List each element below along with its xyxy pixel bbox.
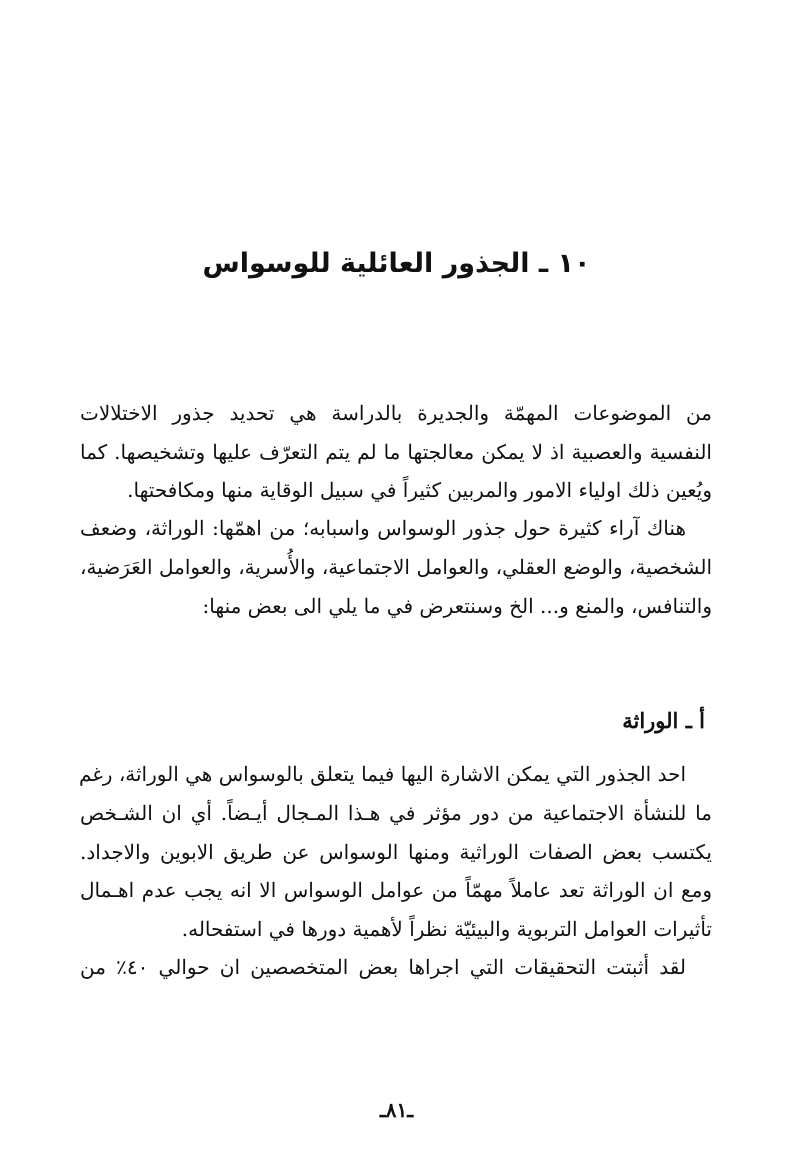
- heredity-line-2: ما للنشأة الاجتماعية من دور مؤثر في هـذا المـجال أيـضاً. أي ان الشـخص: [80, 801, 712, 825]
- intro-line-1: من الموضوعات المهمّة والجديرة بالدراسة هي تحديد جذور الاختلالات: [80, 401, 712, 425]
- page-number: ـ٨١ـ: [379, 1098, 414, 1122]
- intro-line-3: ويُعين ذلك اولياء الامور والمربين كثيراً في سبيل الوقاية منها ومكافحتها.: [127, 478, 712, 502]
- heredity-line-1: احد الجذور التي يمكن الاشارة اليها فيما يتعلق بالوسواس هي الوراثة، رغم: [79, 762, 686, 786]
- final-line-1: لقد أثبتت التحقيقات التي اجراها بعض المتخصصين ان حوالي ٤٠٪ من: [80, 955, 686, 979]
- intro-line-2: النفسية والعصبية اذ لا يمكن معالجتها ما لم يتم التعرّف عليها وتشخيصها. كما: [80, 440, 712, 464]
- chapter-title: ١٠ ـ الجذور العائلية للوسواس: [202, 248, 591, 279]
- causes-line-2: الشخصية، والوضع العقلي، والعوامل الاجتماعية، والأُسرية، والعوامل العَرَضية،: [80, 555, 712, 579]
- causes-line-1: هناك آراء كثيرة حول جذور الوسواس واسبابه؛ من اهمّها: الوراثة، وضعف: [80, 516, 686, 540]
- causes-line-3: والتنافس، والمنع و... الخ وسنتعرض في ما يلي الى بعض منها:: [202, 594, 712, 618]
- section-heading: أ ـ الوراثة: [622, 708, 705, 733]
- heredity-line-4: ومع ان الوراثة تعد عاملاً مهمّاً من عوامل الوسواس الا انه يجب عدم اهـمال: [80, 878, 712, 902]
- heredity-line-5: تأثيرات العوامل التربوية والبيئيّة نظراً لأهمية دورها في استفحاله.: [181, 917, 712, 941]
- heredity-line-3: يكتسب بعض الصفات الوراثية ومنها الوسواس عن طريق الابوين والاجداد.: [80, 840, 712, 864]
